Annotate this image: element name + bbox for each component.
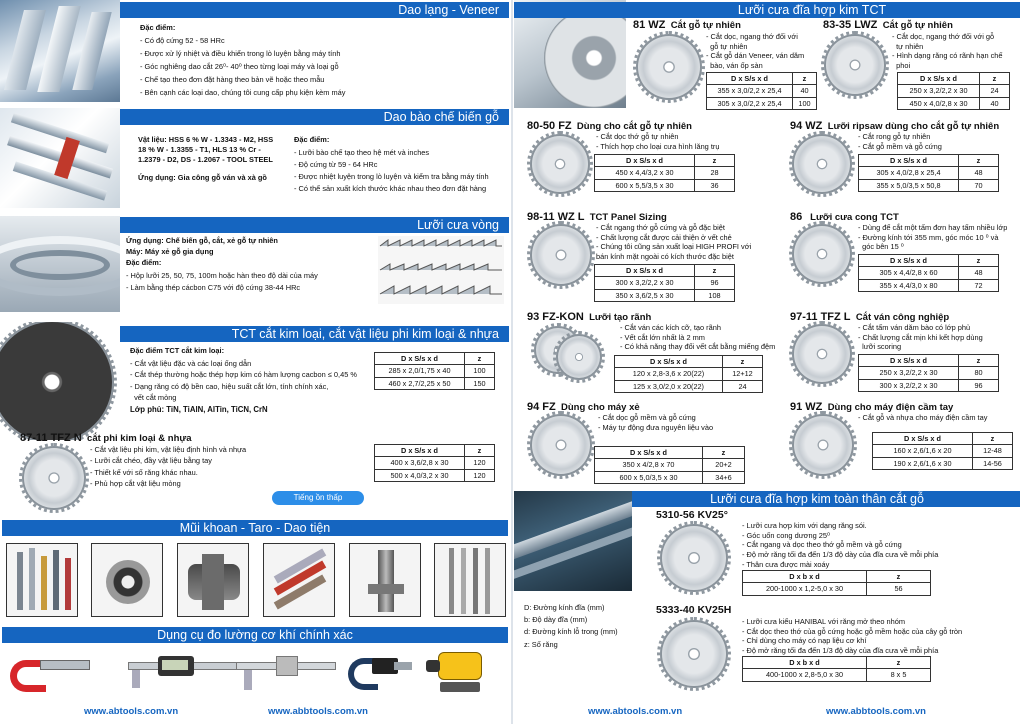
- list-item: - Độ mở răng tối đa đến 1/3 độ dày của đĩa cưa về mỗi phía: [742, 549, 939, 559]
- product-9811wzl-title: 98-11 WZ L TCT Panel Sizing: [527, 211, 667, 223]
- low-noise-button[interactable]: Tiếng ồn thấp: [272, 491, 364, 505]
- table-row: 250 x 3,2/2,2 x 30 24: [898, 85, 1010, 97]
- solid-photo: [514, 491, 632, 591]
- list-item: tự nhiên: [896, 41, 924, 51]
- product-93fzkon-blade: [530, 326, 604, 382]
- drill-photo-2: [91, 543, 163, 617]
- table-row: 400-1000 x 2,8-5,0 x 30 8 x 5: [743, 669, 931, 681]
- list-item: - Chúng tôi cũng sản xuất loại HIGH PROFI với: [596, 242, 752, 252]
- list-item: - Hình dạng răng có rãnh hạn chế: [892, 51, 1003, 61]
- table-row: 200-1000 x 1,2-5,0 x 30 56: [743, 583, 931, 595]
- table-row: 450 x 4,0/2,8 x 30 40: [898, 97, 1010, 109]
- list-item: phoi: [896, 60, 911, 70]
- product-94fz-table: D x S/s x d z 350 x 4/2,8 x 70 20+2 600 x 5,0/3,5 x 30 34+6: [594, 446, 745, 484]
- drill-photo-1: [6, 543, 78, 617]
- tct-metal-coating: Lớp phủ: TiN, TiAlN, AlTin, TiCN, CrN: [130, 405, 268, 414]
- url-2[interactable]: www.abbtools.com.vn: [268, 706, 368, 717]
- list-item: - Được xử lý nhiệt và điều khiển trong lò luyện bằng máy tính: [140, 48, 341, 58]
- drill-photo-4: [263, 543, 335, 617]
- product-533340-title: 5333-40 KV25H: [656, 604, 732, 616]
- table-row: 160 x 2,6/1,6 x 20 12-48: [873, 445, 1013, 457]
- list-item: - Vết cắt lớn nhất là 2 mm: [620, 332, 705, 342]
- list-item: - Đường kính tới 355 mm, góc móc 10 ⁰ và: [858, 232, 999, 242]
- bandsaw-machine: Máy: Máy xẻ gỗ gia dụng: [126, 247, 214, 256]
- veneer-features: [140, 35, 345, 100]
- table-row: 355 x 4,4/3,0 x 80 72: [859, 279, 999, 291]
- list-item: - Cắt dọc, ngang thớ đối với gỗ: [892, 32, 995, 41]
- product-533340-features: [742, 617, 962, 656]
- tct-metal-table: D x S/s x d z 285 x 2,0/1,75 x 40 100 460 x 2,7/2,25 x 50 150: [374, 352, 495, 390]
- veneer-title: Dao lạng - Veneer: [120, 2, 509, 18]
- product-81wz-table: D x S/s x d z 355 x 3,0/2,2 x 25,4 40 305 x 3,0/2,2 x 25,4 100: [706, 72, 817, 110]
- product-93fzkon-table: D x S/s x d z 120 x 2,8-3,6 x 20(22) 12+12 125 x 3,0/2,0 x 20(22) 24: [614, 355, 763, 393]
- tct-metal-features: [130, 358, 357, 404]
- product-81wz-blade: [636, 34, 702, 100]
- product-81wz-title: 81 WZ Cắt gỗ tự nhiên: [633, 19, 741, 31]
- product-91wz-table: D x S/s x d z 160 x 2,6/1,6 x 20 12-48 190 x 2,6/1,6 x 30 14-56: [872, 432, 1013, 470]
- legend-d: D: Đường kính đĩa (mm): [524, 603, 605, 612]
- list-item: lưỡi scoring: [862, 342, 902, 352]
- planer-material: Vật liệu: HSS 6 % W - 1.3343 - M2, HSS 18 % W - 1.3355 - T1, HLS 13 % Cr - 1.2379 - D2, DS - 1.2067 - TOOL STEEL: [138, 135, 274, 164]
- tct-right-title: Lưỡi cưa đĩa hợp kim TCT: [514, 2, 1020, 18]
- product-94wz-blade: [792, 134, 852, 194]
- tct-sub-title: 87-11 TFZ N cắt phi kim loại & nhựa: [20, 432, 192, 444]
- list-item: - Phủ hợp cắt vật liệu mỏng: [90, 479, 181, 489]
- list-item: - Độ mở răng tối đa đến 1/3 độ dày của đĩa cưa về mỗi phía: [742, 645, 939, 655]
- product-8050fz-table: D x S/s x d z 450 x 4,4/3,2 x 30 28 600 x 5,5/3,5 x 30 36: [594, 154, 735, 192]
- list-item: - Cắt vật liệu phi kim, vật liệu định hình và nhựa: [90, 445, 247, 454]
- list-item: - Chỉ dùng cho máy có nạp liệu cơ khí: [742, 636, 867, 646]
- list-item: - Lưỡi cưa hợp kim với dạng răng sói.: [742, 521, 867, 530]
- product-86-blade: [792, 224, 852, 284]
- list-item: - Cắt ván các kích cỡ, tạo rãnh: [620, 323, 721, 332]
- list-item: - Cắt dọc gỗ mềm và gỗ cứng: [598, 413, 696, 422]
- product-8335lwz-title: 83-35 LWZ Cắt gỗ tự nhiên: [823, 19, 953, 31]
- legend-b: b: Độ dày đĩa (mm): [524, 615, 588, 625]
- list-item: - Có thể sản xuất kích thước khác nhau theo đơn đặt hàng: [294, 183, 487, 193]
- product-81wz-features: [706, 32, 804, 71]
- url-1[interactable]: www.abtools.com.vn: [84, 706, 179, 717]
- table-row: 305 x 4,4/2,8 x 60 48: [859, 267, 999, 279]
- product-94fz-features: [598, 413, 713, 432]
- product-9811wzl-features: [596, 223, 751, 262]
- bandsaw-usage: Ứng dụng: Chế biến gỗ, cắt, xẻ gỗ tự nhiên: [126, 236, 278, 245]
- list-item: - Được nhiệt luyện trong lò luyện và kiểm tra bằng máy tính: [294, 171, 489, 181]
- list-item: - Lưỡi cưa kiểu HANIBAL với răng mở theo nhóm: [742, 617, 906, 626]
- table-row: 305 x 4,0/2,8 x 25,4 48: [859, 167, 999, 179]
- legend-z: z: Số răng: [524, 639, 558, 649]
- table-row: 355 x 3,0/2,2 x 25,4 40: [707, 85, 817, 97]
- list-item: - Độ cứng từ 59 - 64 HRc: [294, 159, 378, 169]
- list-item: - Cắt thép thường hoặc thép hợp kim có hàm lượng cacbon ≤ 0,45 %: [130, 370, 357, 380]
- product-8050fz-features: [596, 132, 719, 151]
- level-instrument-icon: [424, 648, 496, 696]
- list-item: - Chế tạo theo đơn đặt hàng theo bản vẽ hoặc theo mẫu: [140, 74, 325, 84]
- product-9711tfzl-table: D x S/s x d z 250 x 3,2/2,2 x 30 80 300 x 3,2/2,2 x 30 96: [858, 354, 999, 392]
- list-item: - Bên cạnh các loại dao, chúng tôi cung cấp phụ kiện kèm máy: [140, 87, 346, 97]
- list-item: - Có khả năng thay đổi vết cắt bằng miếng đệm: [620, 342, 776, 352]
- table-row: 120 x 2,8-3,6 x 20(22) 12+12: [615, 368, 763, 380]
- list-item: - Làm bằng thép cácbon C75 với độ cứng 38-44 HRc: [126, 283, 301, 293]
- list-item: bào, ván ốp sàn: [710, 60, 763, 70]
- product-94wz-table: D x S/s x d z 305 x 4,0/2,8 x 25,4 48 355 x 5,0/3,5 x 50,8 70: [858, 154, 999, 192]
- solid-title: Lưỡi cưa đĩa hợp kim toàn thân cắt gỗ: [514, 491, 1020, 507]
- drill-photo-5: [349, 543, 421, 617]
- solid-legend: [524, 602, 618, 651]
- table-row: 305 x 3,0/2,2 x 25,4 100: [707, 97, 817, 109]
- bandsaw-features: [126, 270, 318, 294]
- list-item: - Máy tự động đưa nguyên liệu vào: [598, 422, 714, 432]
- table-row: 350 x 3,6/2,5 x 30 108: [595, 289, 735, 301]
- product-86-table: D x S/s x d z 305 x 4,4/2,8 x 60 48 355 x 4,4/3,0 x 80 72: [858, 254, 999, 292]
- planer-photo: [0, 108, 120, 208]
- list-item: vết cắt mỏng: [134, 393, 177, 403]
- table-row: 600 x 5,0/3,5 x 30 34+6: [595, 471, 745, 483]
- table-row: 285 x 2,0/1,75 x 40 100: [375, 365, 495, 377]
- product-533340-blade: [660, 620, 728, 688]
- product-94wz-features: [858, 132, 942, 151]
- table-row: 355 x 5,0/3,5 x 50,8 70: [859, 179, 999, 191]
- list-item: góc bên 15 ⁰: [862, 242, 904, 252]
- product-9711tfzl-title: 97-11 TFZ L Cắt ván công nghiệp: [790, 311, 950, 323]
- product-9711tfzl-features: [858, 323, 983, 352]
- product-86-features: [858, 223, 1007, 252]
- list-item: - Chất lượng cắt mịn khi kết hợp dùng: [858, 332, 983, 342]
- table-row: 600 x 5,5/3,5 x 30 36: [595, 179, 735, 191]
- table-row: 125 x 3,0/2,0 x 20(22) 24: [615, 380, 763, 392]
- list-item: - Cắt tấm ván dăm bào có lớp phủ: [858, 323, 971, 332]
- product-8050fz-title: 80-50 FZ Dùng cho cắt gỗ tự nhiên: [527, 120, 692, 132]
- product-531056-blade: [660, 524, 728, 592]
- list-item: - Góc nghiêng dao cắt 26⁰- 40⁰ theo từng loại máy và loại gỗ: [140, 61, 339, 71]
- tct-metal-features-label: Đặc điểm TCT cắt kim loại:: [130, 346, 225, 355]
- list-item: - Cắt gỗ và nhựa cho máy điện cầm tay: [858, 413, 988, 422]
- planer-features-label: Đặc điểm:: [294, 135, 330, 144]
- tct-metal-blade: [0, 322, 120, 440]
- product-531056-features: [742, 521, 938, 569]
- list-item: - Cắt ngang và dọc theo thớ gỗ mềm và gỗ cứng: [742, 540, 902, 550]
- product-8335lwz-blade: [824, 34, 886, 96]
- table-row: 250 x 3,2/2,2 x 30 80: [859, 367, 999, 379]
- list-item: - Có độ cứng 52 - 58 HRc: [140, 36, 225, 45]
- list-item: - Góc uốn cong dương 25⁰: [742, 530, 830, 540]
- tct-sub-blade: [22, 446, 86, 510]
- product-86-title: 86 Lưỡi cưa cong TCT: [790, 211, 899, 223]
- digital-micrometer-icon: [348, 650, 412, 694]
- planer-usage: Ứng dụng: Gia công gỗ ván và xà gồ: [138, 173, 267, 182]
- list-item: bán kính mặt ngoài có kích thước đặc biệt: [596, 251, 734, 261]
- product-8050fz-blade: [530, 134, 590, 194]
- product-531056-title: 5310-56 KV25°: [656, 509, 728, 521]
- vernier-caliper-icon: [236, 652, 336, 692]
- product-94fz-blade: [530, 414, 592, 476]
- list-item: - Dùng để cắt một tấm đơn hay tấm nhiều lớp: [858, 223, 1008, 232]
- list-item: - Cắt rong gỗ tự nhiên: [858, 132, 931, 141]
- table-row: 450 x 4,4/3,2 x 30 28: [595, 167, 735, 179]
- list-item: - Chất lượng cắt được cải thiện ở vết chẻ: [596, 232, 732, 242]
- table-row: 350 x 4/2,8 x 70 20+2: [595, 459, 745, 471]
- bandsaw-features-label: Đặc điểm:: [126, 258, 162, 267]
- product-93fzkon-features: [620, 323, 775, 352]
- digital-caliper-icon: [128, 654, 238, 690]
- list-item: - Cắt gỗ dán Veneer, ván dăm: [706, 51, 805, 61]
- list-item: - Thân cưa được mài xoáy: [742, 559, 830, 569]
- product-94wz-title: 94 WZ Lưỡi ripsaw dùng cho cắt gỗ tự nhiên: [790, 120, 1000, 132]
- list-item: - Hộp lưỡi 25, 50, 75, 100m hoặc hàn theo độ dài của máy: [126, 271, 318, 280]
- product-93fzkon-title: 93 FZ-KON Lưỡi tạo rãnh: [527, 311, 652, 323]
- table-row: 460 x 2,7/2,25 x 50 150: [375, 377, 495, 389]
- legend-d-inner: d: Đường kính lỗ trong (mm): [524, 627, 618, 637]
- table-row: 300 x 3,2/2,2 x 30 96: [595, 277, 735, 289]
- url-3[interactable]: www.abtools.com.vn: [588, 706, 683, 717]
- micrometer-icon: [10, 650, 92, 694]
- product-94fz-title: 94 FZ Dùng cho máy xẻ: [527, 401, 640, 413]
- list-item: - Cắt dọc, ngang thớ đối với: [706, 32, 798, 41]
- drill-photo-6: [434, 543, 506, 617]
- list-item: - Thích hợp cho loại cưa hình lăng trụ: [596, 141, 720, 151]
- product-91wz-features: [858, 413, 987, 423]
- product-91wz-blade: [792, 414, 854, 476]
- product-91wz-title: 91 WZ Dùng cho máy điện cầm tay: [790, 401, 954, 413]
- list-item: - Thiết kế với số răng khác nhau.: [90, 467, 198, 477]
- tct-sub-features: [90, 444, 246, 490]
- list-item: - Cắt gỗ mềm và gỗ cứng: [858, 141, 942, 151]
- veneer-features-label: Đặc điểm:: [140, 23, 176, 32]
- list-item: gỗ tự nhiên: [710, 41, 748, 51]
- bandsaw-blade-diagram: [378, 236, 504, 304]
- table-row: 500 x 4,0/3,2 x 30 120: [375, 469, 495, 481]
- bandsaw-photo: [0, 216, 120, 312]
- list-item: - Cắt vật liệu đặc và các loại ống dẫn: [130, 359, 252, 368]
- planer-features: [294, 147, 489, 194]
- product-8335lwz-table: D x S/s x d z 250 x 3,2/2,2 x 30 24 450 x 4,0/2,8 x 30 40: [897, 72, 1010, 110]
- veneer-photo: [0, 0, 120, 102]
- product-531056-table: D x b x d z 200-1000 x 1,2-5,0 x 30 56: [742, 570, 931, 596]
- drill-title: Mũi khoan - Taro - Dao tiện: [2, 520, 508, 536]
- drill-photo-3: [177, 543, 249, 617]
- product-9811wzl-table: D x S/s x d z 300 x 3,2/2,2 x 30 96 350 x 3,6/2,5 x 30 108: [594, 264, 735, 302]
- table-row: 190 x 2,6/1,6 x 30 14-56: [873, 457, 1013, 469]
- product-533340-table: D x b x d z 400-1000 x 2,8-5,0 x 30 8 x 5: [742, 656, 931, 682]
- tct-sub-table: D x S/s x d z 400 x 3,6/2,8 x 30 120 500 x 4,0/3,2 x 30 120: [374, 444, 495, 482]
- table-row: 300 x 3,2/2,2 x 30 96: [859, 379, 999, 391]
- list-item: - Cắt dọc thớ gỗ tự nhiên: [596, 132, 679, 141]
- tct-metal-title: TCT cắt kim loại, cắt vật liệu phi kim loại & nhựa: [120, 326, 509, 342]
- list-item: - Lưỡi bào chế tạo theo hệ mét và inches: [294, 148, 430, 157]
- list-item: - Dạng răng có độ bền cao, hiệu suất cắt lớn, tính chính xác,: [130, 381, 329, 391]
- measure-title: Dụng cụ đo lường cơ khí chính xác: [2, 627, 508, 643]
- list-item: - Cắt dọc theo thớ của gỗ cứng hoặc gỗ mềm hoặc của cây gỗ tròn: [742, 626, 963, 636]
- url-4[interactable]: www.abbtools.com.vn: [826, 706, 926, 717]
- table-row: 400 x 3,6/2,8 x 30 120: [375, 457, 495, 469]
- bandsaw-title: Lưỡi cưa vòng: [120, 217, 509, 233]
- product-9711tfzl-blade: [792, 324, 852, 384]
- list-item: - Cắt ngang thớ gỗ cứng và gỗ đặc biệt: [596, 223, 725, 232]
- planer-title: Dao bào chế biến gỗ: [120, 109, 509, 125]
- product-9811wzl-blade: [530, 224, 592, 286]
- list-item: - Lưỡi cắt chéo, đầy vật liệu bằng tay: [90, 456, 212, 466]
- product-8335lwz-features: [892, 32, 1003, 71]
